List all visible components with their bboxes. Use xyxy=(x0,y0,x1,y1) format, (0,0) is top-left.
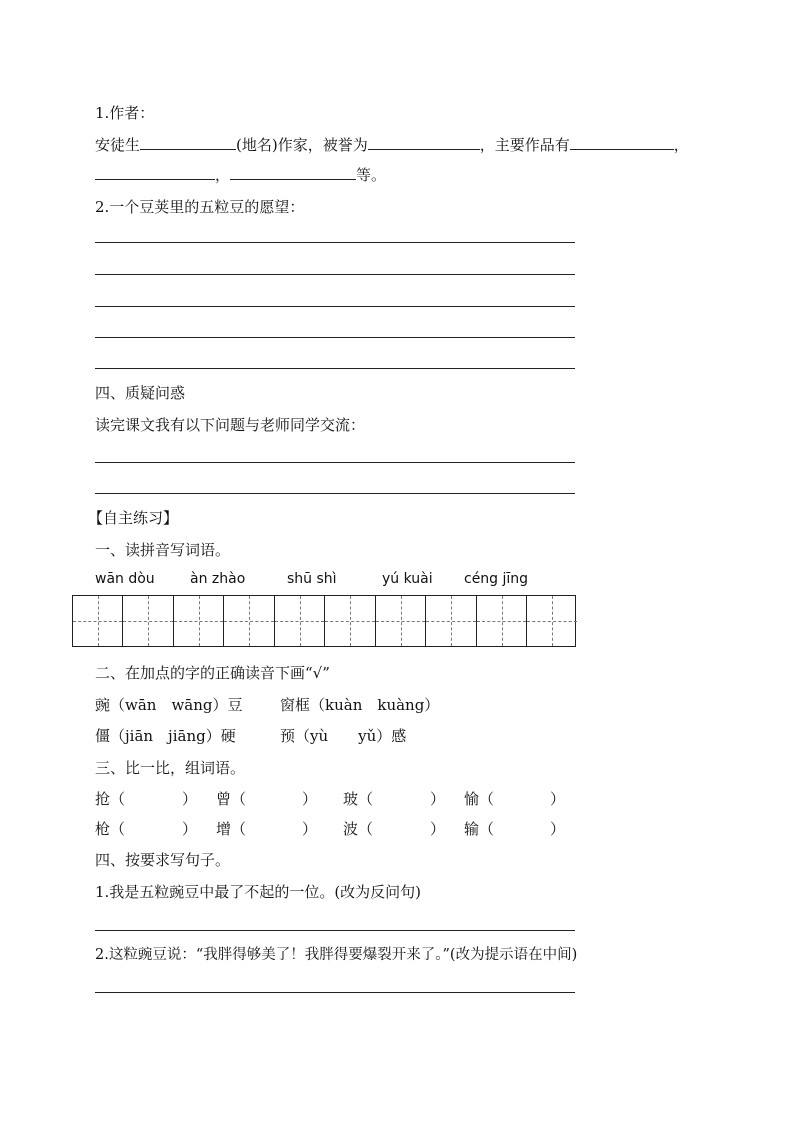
answer-line[interactable] xyxy=(95,930,575,931)
answer-line[interactable] xyxy=(95,242,575,243)
compare-open: 愉（ xyxy=(464,790,495,808)
writing-cell[interactable] xyxy=(275,596,325,646)
blank-work-3[interactable] xyxy=(230,165,356,180)
practice-heading: 【自主练习】 xyxy=(88,509,179,527)
compare-open: 增（ xyxy=(216,820,247,838)
answer-line[interactable] xyxy=(95,368,575,369)
compare-close[interactable]: ） xyxy=(550,790,566,808)
section4-prompt: 读完课文我有以下问题与老师同学交流： xyxy=(95,416,366,434)
word-box-5 xyxy=(477,596,577,646)
author-works-line xyxy=(95,165,386,185)
word-box-3 xyxy=(275,596,376,646)
compare-close[interactable]: ） xyxy=(430,820,446,838)
author-mid1: (地名)作家，被誉为 xyxy=(236,136,368,154)
pinyin-4: yú kuài xyxy=(382,571,433,587)
pinyin-1: wān dòu xyxy=(95,571,155,587)
compare-open: 波（ xyxy=(343,820,374,838)
answer-line[interactable] xyxy=(95,337,575,338)
part3-title: 三、比一比，组词语。 xyxy=(95,759,246,777)
blank-work-2[interactable] xyxy=(95,165,215,180)
author-prefix: 安徒生 xyxy=(95,136,141,154)
blank-work-1[interactable] xyxy=(570,135,674,150)
part2-title: 二、在加点的字的正确读音下画“√” xyxy=(95,664,330,682)
writing-cell[interactable] xyxy=(73,596,123,646)
word-box-1 xyxy=(73,596,174,646)
sentence-task-1: 1.我是五粒豌豆中最了不起的一位。(改为反问句) xyxy=(95,883,422,901)
compare-open: 玻（ xyxy=(343,790,374,808)
part4-title: 四、按要求写句子。 xyxy=(95,851,231,869)
compare-open: 枪（ xyxy=(95,820,126,838)
compare-close[interactable]: ） xyxy=(430,790,446,808)
pinyin-2: àn zhào xyxy=(190,571,246,587)
compare-close[interactable]: ） xyxy=(182,790,198,808)
word-box-2 xyxy=(174,596,275,646)
answer-line[interactable] xyxy=(95,306,575,307)
blank-title[interactable] xyxy=(368,135,480,150)
pron-row2-item2[interactable]: 预（yù yǔ）感 xyxy=(280,727,407,745)
writing-cell[interactable] xyxy=(123,596,173,646)
writing-cell[interactable] xyxy=(174,596,224,646)
compare-close[interactable]: ） xyxy=(302,820,318,838)
pinyin-5: céng jīng xyxy=(464,571,529,587)
section4-heading: 四、质疑问惑 xyxy=(95,384,186,402)
writing-cell[interactable] xyxy=(224,596,274,646)
writing-cell[interactable] xyxy=(376,596,426,646)
pron-row1-item1[interactable]: 豌（wān wāng）豆 xyxy=(95,696,243,714)
q2-label: 2.一个豆荚里的五粒豆的愿望： xyxy=(95,198,305,216)
comma-2: ， xyxy=(215,166,231,184)
pron-row1-item2[interactable]: 窗框（kuàn kuàng） xyxy=(280,696,440,714)
writing-cell[interactable] xyxy=(426,596,476,646)
blank-place[interactable] xyxy=(140,135,236,150)
comma-1: ， xyxy=(673,136,689,154)
compare-open: 曾（ xyxy=(216,790,247,808)
pinyin-3: shū shì xyxy=(287,571,337,587)
compare-open: 抢（ xyxy=(95,790,126,808)
compare-close[interactable]: ） xyxy=(302,790,318,808)
compare-close[interactable]: ） xyxy=(550,820,566,838)
word-box-4 xyxy=(376,596,477,646)
answer-line[interactable] xyxy=(95,992,575,993)
q1-label: 1.作者： xyxy=(95,104,155,122)
writing-cell[interactable] xyxy=(477,596,527,646)
author-mid2: ，主要作品有 xyxy=(479,136,570,154)
part1-title: 一、读拼音写词语。 xyxy=(95,541,231,559)
compare-open: 输（ xyxy=(464,820,495,838)
writing-cell[interactable] xyxy=(527,596,577,646)
writing-cell[interactable] xyxy=(325,596,375,646)
author-line xyxy=(95,135,689,155)
compare-close[interactable]: ） xyxy=(182,820,198,838)
sentence-task-2: 2.这粒豌豆说：“我胖得够美了！我胖得要爆裂开来了。”(改为提示语在中间) xyxy=(95,947,578,963)
author-end: 等。 xyxy=(356,166,387,184)
tianzige-grid xyxy=(72,595,576,647)
pron-row2-item1[interactable]: 僵（jiān jiāng）硬 xyxy=(95,727,236,745)
answer-line[interactable] xyxy=(95,493,575,494)
answer-line[interactable] xyxy=(95,274,575,275)
answer-line[interactable] xyxy=(95,462,575,463)
